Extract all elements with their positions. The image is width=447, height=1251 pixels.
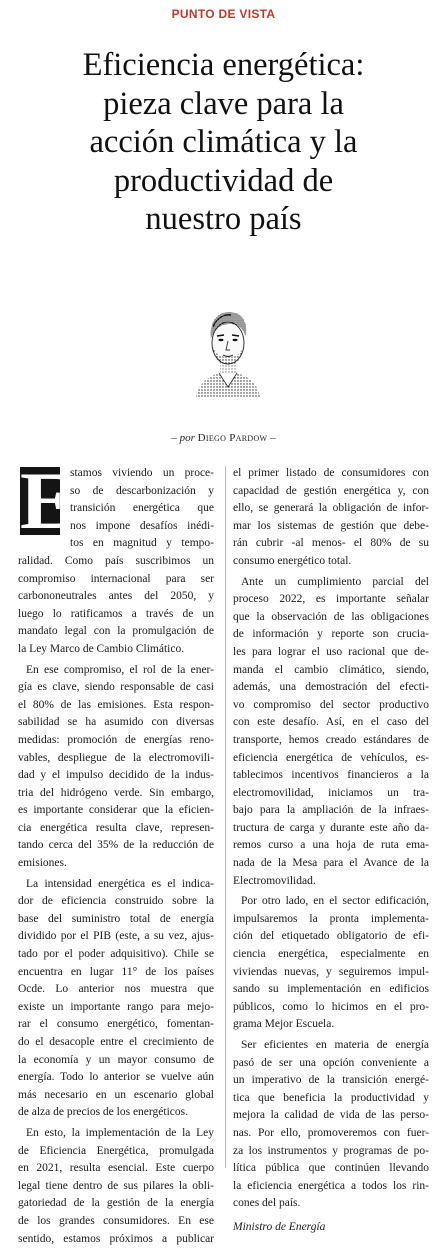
dropcap-letter: E (20, 455, 75, 546)
text-line: dad y el impulso decidido de la indus- (18, 769, 214, 782)
text-line: el 80% de las emisiones. Esta respon- (18, 698, 214, 711)
text-line: gatoriedad de la gestión de la energía (18, 1197, 214, 1210)
text-line: so de descarbonización y (70, 484, 214, 497)
author-name: Diego Pardow (197, 432, 268, 444)
text-line: carbononeutrales antes del 2050, y (18, 590, 214, 603)
paragraph (18, 876, 214, 1122)
text-line: gía es clave, siendo responsable de casi (18, 681, 214, 694)
author-portrait (192, 305, 264, 397)
text-line: rán cubrir -al menos- el 80% de su (233, 537, 429, 550)
text-line: de los grandes consumidores. En ese (18, 1214, 214, 1227)
text-line: mandato legal con la promulgación de (18, 625, 214, 638)
byline-dash-right: – (270, 432, 276, 444)
text-line: con este desafío. Así, en el caso del (233, 716, 429, 729)
text-line: tria del hidrógeno verde. Sin embargo, (18, 786, 214, 799)
article-column-left (18, 455, 214, 1251)
text-line: nas. Por ello, promoveremos con fuer- (233, 1126, 429, 1139)
text-line: vo compromiso del sector productivo (233, 698, 429, 711)
column-divider (225, 466, 226, 1168)
text-line: za los instrumentos y programas de po- (233, 1144, 429, 1157)
text-line: luego lo ratificamos a través de un (18, 607, 214, 620)
text-line: Ocde. Lo anterior nos muestra que (18, 983, 214, 996)
text-line: viviendas nuevas, y seguiremos impul- (233, 965, 429, 978)
text-line: un imperativo de la transición energé- (233, 1074, 429, 1087)
text-line: En ese compromiso, el rol de la ener- (26, 663, 214, 676)
text-line: proceso 2022, es importante señalar (233, 593, 429, 606)
paragraph (18, 662, 214, 873)
text-line: Ante un cumplimiento parcial del (241, 575, 429, 588)
text-line: ello, se generará la obligación de infor- (233, 502, 429, 515)
text-line: transporte, hemos creado estándares de (233, 733, 429, 746)
text-line: cia energética resulta clave, represen- (18, 821, 214, 834)
text-line: base del suministro total de energía (18, 912, 214, 925)
text-line: transición energética que (70, 502, 214, 515)
text-line: En esto, la implementación de la Ley (26, 1126, 214, 1139)
text-line: tructura de carga y durante este año da- (233, 821, 429, 834)
text-line: capacidad de gestión energética y, con (233, 484, 429, 497)
text-line: la eficiencia energética a todos los rin- (233, 1179, 429, 1192)
text-line: impulsaremos la pronta implementa- (233, 912, 429, 925)
text-line: de alza de precios de los energéticos. (18, 1106, 188, 1119)
text-line: tando cerca del 35% de la reducción de (18, 839, 214, 852)
text-line: ciencia energética, especialmente en (233, 948, 429, 961)
text-line: remos curso a una hoja de ruta ema- (233, 839, 429, 852)
text-line: emisiones. (18, 857, 67, 870)
text-line: tado por el poder adquisitivo). Chile se (18, 948, 214, 961)
text-line: nada de la Mesa para el Avance de la (233, 857, 429, 870)
article-column-right (233, 465, 429, 1240)
text-line: tica que beneficia la productividad y (233, 1091, 429, 1104)
text-line: sentido, estamos próximos a publicar (18, 1232, 214, 1245)
section-kicker: PUNTO DE VISTA (171, 7, 276, 21)
headline-line: productividad de (113, 162, 334, 199)
headline-line: nuestro país (145, 201, 302, 237)
text-line: en 2021, resulta esencial. Este cuerpo (18, 1162, 214, 1175)
paragraph (233, 1037, 429, 1213)
text-line: eficiencia energética de vehículos, es- (233, 751, 429, 764)
text-line: existe un importante rango para mejo- (18, 1000, 214, 1013)
dropcap-box (20, 455, 75, 546)
text-line: tos en magnitud y tempo- (70, 537, 214, 550)
text-line: Por otro lado, en el sector edificación, (241, 895, 429, 908)
headline (10, 46, 437, 239)
headline-line: Eficiencia energética: (82, 47, 365, 83)
text-line: vables, despliegue de la electromovili- (18, 751, 214, 764)
text-line: cones del país. (233, 1197, 301, 1210)
text-line: do el desacople entre el crecimiento de (18, 1036, 214, 1048)
text-line: públicos, como lo hicimos en el pro- (233, 1000, 429, 1013)
text-line: stamos viviendo un proce- (70, 467, 214, 479)
headline-line: acción climática y la (89, 124, 358, 160)
text-line: bajo para la ampliación de la infraes- (233, 804, 429, 817)
text-line: de Eficiencia Energética, promulgada (18, 1144, 214, 1157)
text-line: les para lograr el uso racional que de- (233, 645, 429, 658)
text-line: lítica pública que continúen llevando (233, 1162, 429, 1175)
text-line: pasó de ser una opción conveniente a (233, 1056, 429, 1069)
text-line: medidas: promoción de energías reno- (18, 733, 214, 746)
text-line: ralidad. Como país suscribimos un (18, 554, 214, 567)
headline-line: pieza clave para la (103, 85, 344, 122)
text-line: Ser eficientes en materia de energía (241, 1039, 429, 1051)
paragraph (18, 1125, 214, 1248)
text-line: mar los sistemas de gestión que debe- (233, 519, 429, 532)
text-line: la Ley Marco de Cambio Climático. (18, 642, 185, 655)
text-line: tablecimos incentivos financieros a la (233, 769, 429, 782)
text-line: manda el cambio climático, siendo, (233, 663, 429, 676)
text-line: consumo energético total. (233, 554, 352, 567)
paragraph (233, 893, 429, 1034)
text-line: nos impone desafíos inédi- (70, 519, 214, 532)
text-line: legal tiene dentro de sus pilares la obli- (18, 1179, 214, 1192)
text-line: encuentra en lugar 11° de los países (18, 965, 214, 978)
text-line: que la observación de las obligaciones (233, 610, 429, 623)
text-line: La intensidad energética es el indica- (26, 877, 214, 890)
byline-por: por (179, 432, 195, 444)
text-line: electromovilidad, iniciamos un tra- (233, 786, 429, 799)
text-line: ción del etiquetado obligatorio de efi- (233, 930, 429, 943)
text-line: sando su implementación en edificios (233, 983, 429, 996)
paragraph (18, 455, 214, 659)
author-title: Ministro de Energía (233, 1220, 326, 1233)
text-line: la economía y un mayor consumo de (18, 1053, 214, 1066)
byline (0, 432, 447, 444)
text-line: mejora la calidad de vida de las perso- (233, 1109, 429, 1122)
text-line: grama Mejor Escuela. (233, 1018, 335, 1031)
text-line: dividido por el PIB (este, a su vez, ajus- (18, 930, 214, 943)
text-line: sabilidad se ha asumido con diversas (18, 716, 214, 729)
text-line: rar el consumo energético, fomentan- (18, 1018, 214, 1031)
text-line: compromiso internacional para ser (18, 572, 214, 585)
text-line: más necesario en un escenario global (18, 1088, 214, 1101)
text-line: es importante considerar que la eficien- (18, 804, 214, 817)
text-line: energía. Todo lo anterior se vuelve aún (18, 1071, 214, 1084)
text-line: de información y reporte son crucia- (233, 628, 429, 641)
text-line: Electromovilidad. (233, 874, 316, 887)
text-line: además, una demostración del efecti- (233, 681, 429, 694)
byline-dash-left: – (171, 432, 177, 444)
paragraph (233, 465, 429, 571)
paragraph (233, 574, 429, 891)
text-line: el primer listado de consumidores con (233, 467, 429, 479)
text-line: dor de eficiencia construido sobre la (18, 895, 214, 908)
